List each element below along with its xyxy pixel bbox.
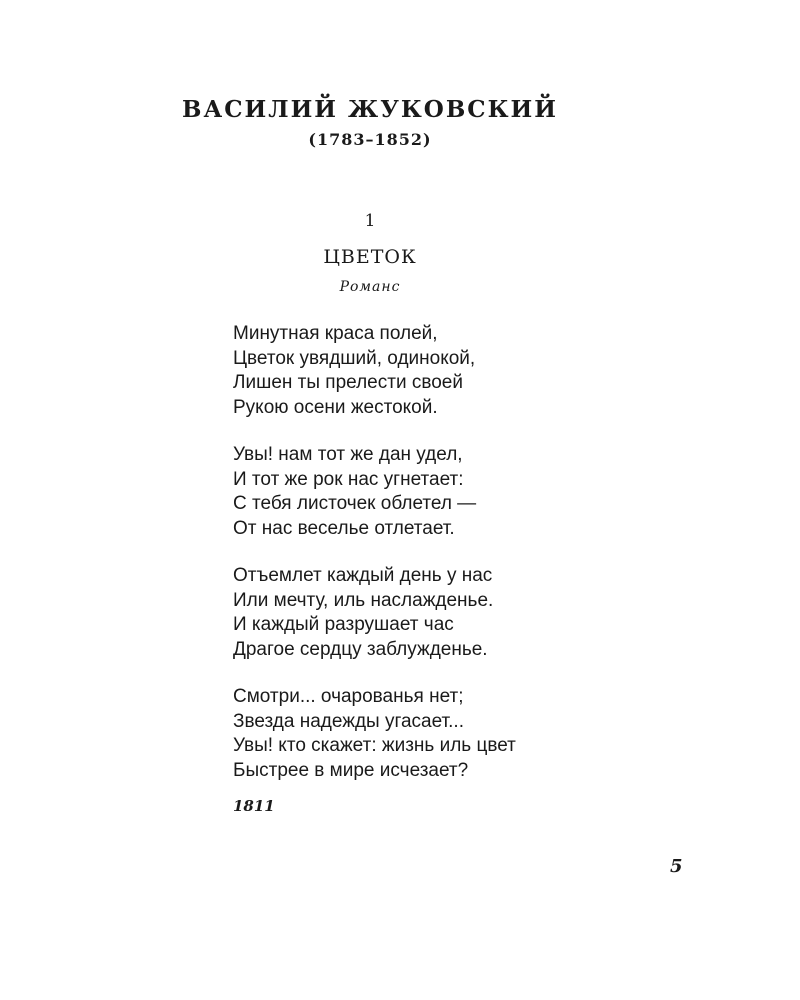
stanza xyxy=(233,564,653,662)
page-number: 5 xyxy=(670,856,683,877)
poem-line: Минутная краса полей, xyxy=(233,323,438,344)
poem-line: С тебя листочек облетел — xyxy=(233,493,477,514)
poem-date: 1811 xyxy=(233,797,275,815)
poem-subtitle: Романс xyxy=(339,279,401,295)
author-years: (1783–1852) xyxy=(308,130,432,149)
poem-line: И тот же рок нас угнетает: xyxy=(233,468,464,490)
poem-title: ЦВЕТОК xyxy=(323,246,417,268)
poem-line: Отъемлет каждый день у нас xyxy=(233,565,493,586)
stanza xyxy=(233,322,653,420)
poem-line: Звезда надежды угасает... xyxy=(233,710,464,732)
author-name: ВАСИЛИЙ ЖУКОВСКИЙ xyxy=(182,96,558,123)
poem-body xyxy=(233,322,653,806)
poem-line: Увы! нам тот же дан удел, xyxy=(233,444,463,465)
stanza xyxy=(233,685,653,783)
poem-line: Смотри... очарованья нет; xyxy=(233,686,464,707)
poem-line: Или мечту, иль наслажденье. xyxy=(233,589,494,611)
poem-line: И каждый разрушает час xyxy=(233,614,454,635)
poem-number: 1 xyxy=(364,211,376,231)
poem-line: Увы! кто скажет: жизнь иль цвет xyxy=(233,735,516,756)
poem-line: Рукою осени жестокой. xyxy=(233,396,438,418)
poem-line: Лишен ты прелести своей xyxy=(233,372,463,393)
poem-line: От нас веселье отлетает. xyxy=(233,517,455,539)
poem-line: Драгое сердцу заблужденье. xyxy=(233,638,488,660)
poem-line: Быстрее в мире исчезает? xyxy=(233,759,469,781)
poem-line: Цветок увядший, одинокой, xyxy=(233,347,476,369)
stanza xyxy=(233,443,653,541)
